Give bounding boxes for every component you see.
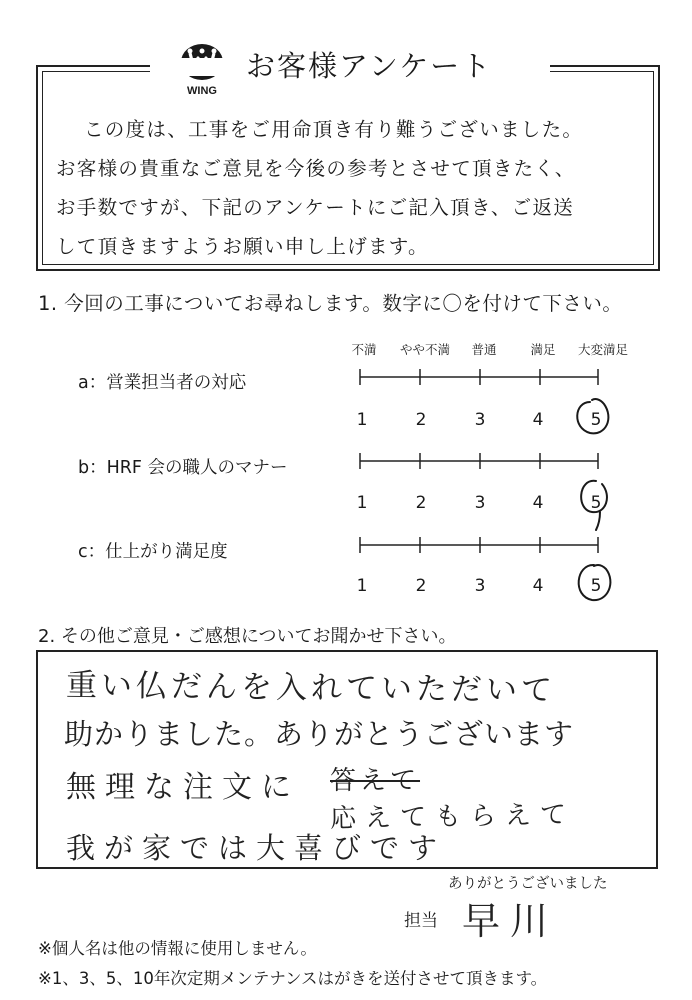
maintenance-note: ※1、3、5、10年次定期メンテナンスはがきを送付させて頂きます。: [38, 969, 548, 988]
scale-label-2: やや不満: [399, 342, 451, 357]
comment-line-4: 我が家では大喜びです: [66, 831, 447, 865]
item-a-number-5: 5: [590, 410, 602, 430]
scale-b: [360, 453, 598, 469]
intro-line-2: お客様の貴重なご意見を今後の参考とさせて頂きたく、: [56, 157, 576, 180]
item-c-number-5: 5: [590, 576, 602, 596]
scale-label-1: 不満: [351, 342, 377, 357]
item-b-number-2: 2: [415, 493, 427, 513]
item-c-number-3: 3: [474, 576, 486, 596]
privacy-note: ※個人名は他の情報に使用しません。: [38, 939, 317, 958]
intro-line-4: して頂きますようお願い申し上げます。: [56, 235, 429, 258]
thanks-note: ありがとうございました: [448, 876, 608, 892]
item-c-label: c：仕上がり満足度: [78, 542, 228, 562]
item-a-number-2: 2: [415, 410, 427, 430]
comment-line-1: 重い仏だんを入れていただいて: [65, 667, 557, 709]
item-c-number-2: 2: [415, 576, 427, 596]
comment-line-2: 助かりました。ありがとうございます: [64, 717, 575, 751]
item-b-label: b：HRF 会の職人のマナー: [78, 458, 288, 478]
question-1-title: 1. 今回の工事についてお尋ねします。数字に〇を付けて下さい。: [38, 292, 623, 315]
scale-c: [360, 537, 598, 553]
staff-name: 早川: [462, 899, 559, 943]
item-c-number-1: 1: [356, 576, 368, 596]
item-c-number-4: 4: [532, 576, 544, 596]
intro-line-3: お手数ですが、下記のアンケートにご記入頂き、ご返送: [56, 196, 575, 219]
item-b-number-3: 3: [474, 493, 486, 513]
logo-text: WING: [187, 85, 217, 97]
scale-a: [360, 369, 598, 385]
item-a-number-1: 1: [356, 410, 368, 430]
scale-label-4: 満足: [530, 342, 556, 357]
scale-label-5: 大変満足: [577, 342, 629, 357]
page-title: お客様アンケート: [246, 49, 493, 83]
item-b-number-1: 1: [356, 493, 368, 513]
scale-label-3: 普通: [471, 342, 497, 357]
struck-text: 答えて: [330, 766, 421, 796]
staff-label: 担当: [404, 911, 438, 931]
item-a-number-3: 3: [474, 410, 486, 430]
item-a-label: a：営業担当者の対応: [78, 373, 247, 393]
inserted-text: 応えてもらえて: [329, 799, 576, 835]
comment-line-3: 無理な注文に: [66, 770, 300, 805]
intro-line-1: この度は、工事をご用命頂き有り難うございました。: [84, 118, 584, 141]
item-b-number-5: 5: [590, 493, 602, 513]
item-a-number-4: 4: [532, 410, 544, 430]
item-b-number-4: 4: [532, 493, 544, 513]
question-2-title: 2. その他ご意見・ご感想についてお聞かせ下さい。: [38, 626, 457, 647]
